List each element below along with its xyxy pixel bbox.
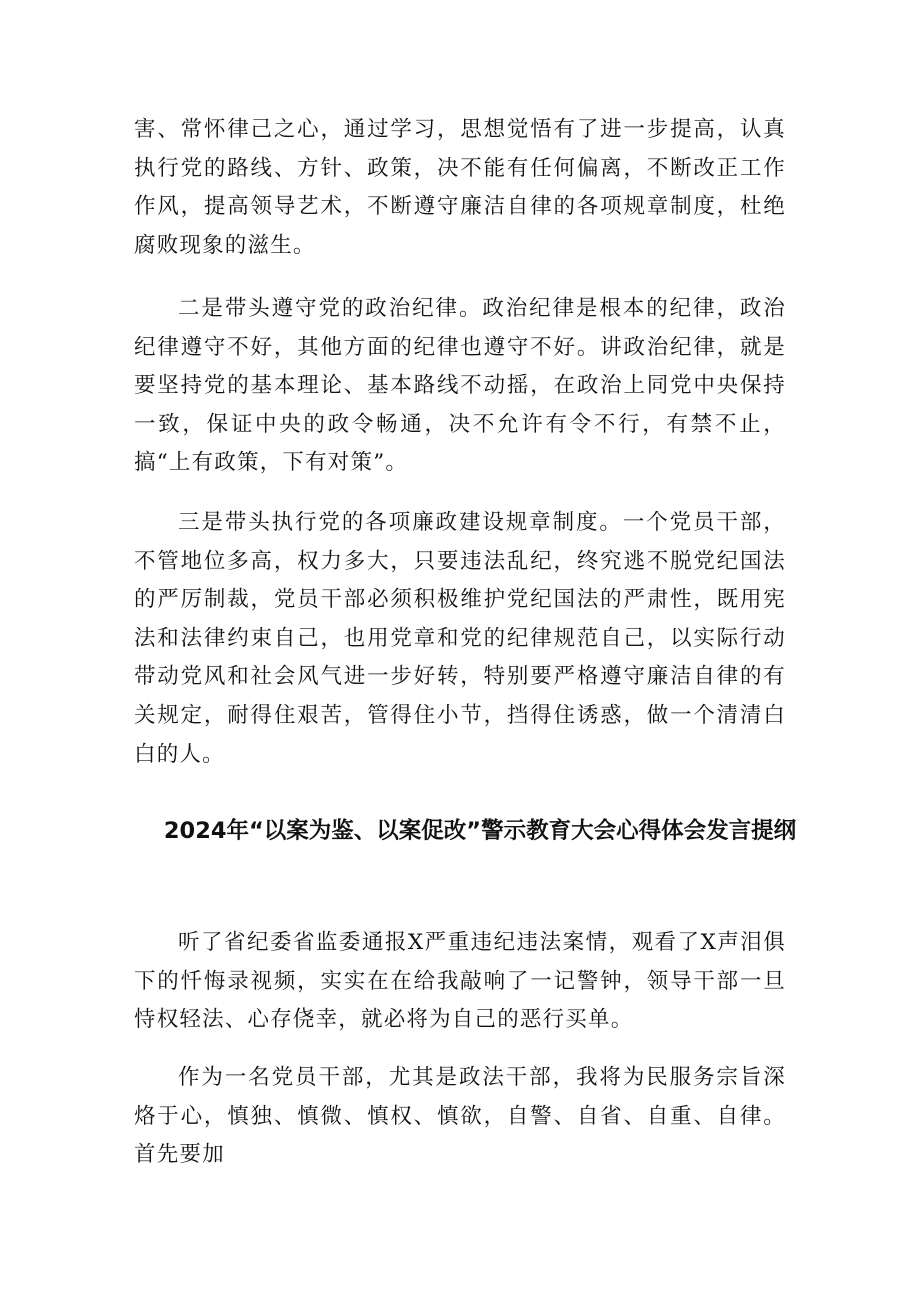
paragraph-party-member: 作为一名党员干部，尤其是政法干部，我将为民服务宗旨深烙于心，慎独、慎微、慎权、慎欲，自警、自省、自重、自律。首先要加 (134, 1065, 786, 1168)
section-title: 2024年“以案为鉴、以案促改”警示教育大会心得体会发言提纲 (163, 818, 797, 844)
paragraph-political-discipline: 二是带头遵守党的政治纪律。政治纪律是根本的纪律，政治纪律遵守不好，其他方面的纪律也遵守不好。讲政治纪律，就是要坚持党的基本理论、基本路线不动摇，在政治上同党中央保持一致，保证中央的政令畅通，决不允许有令不行，有禁不止，搞“上有政策，下有对策”。 (134, 296, 786, 476)
paragraph-integrity-rules: 三是带头执行党的各项廉政建设规章制度。一个党员干部，不管地位多高，权力多大，只要违法乱纪，终究逃不脱党纪国法的严厉制裁，党员干部必须积极维护党纪国法的严肃性，既用宪法和法律约束自己，也用党章和党的纪律规范自己，以实际行动带动党风和社会风气进一步好转，特别要严格遵守廉洁自律的有关规定，耐得住艰苦，管得住小节，挡得住诱惑，做一个清清白白的人。 (134, 510, 786, 767)
paragraph-continuation: 害、常怀律己之心，通过学习，思想觉悟有了进一步提高，认真执行党的路线、方针、政策，决不能有任何偏离，不断改正工作作风，提高领导艺术，不断遵守廉洁自律的各项规章制度，杜绝腐败现象的滋生。 (134, 117, 786, 258)
paragraph-case-report: 听了省纪委省监委通报X严重违纪违法案情，观看了X声泪俱下的忏悔录视频，实实在在给我敲响了一记警钟，领导干部一旦恃权轻法、心存侥幸，就必将为自己的恶行买单。 (134, 930, 786, 1033)
